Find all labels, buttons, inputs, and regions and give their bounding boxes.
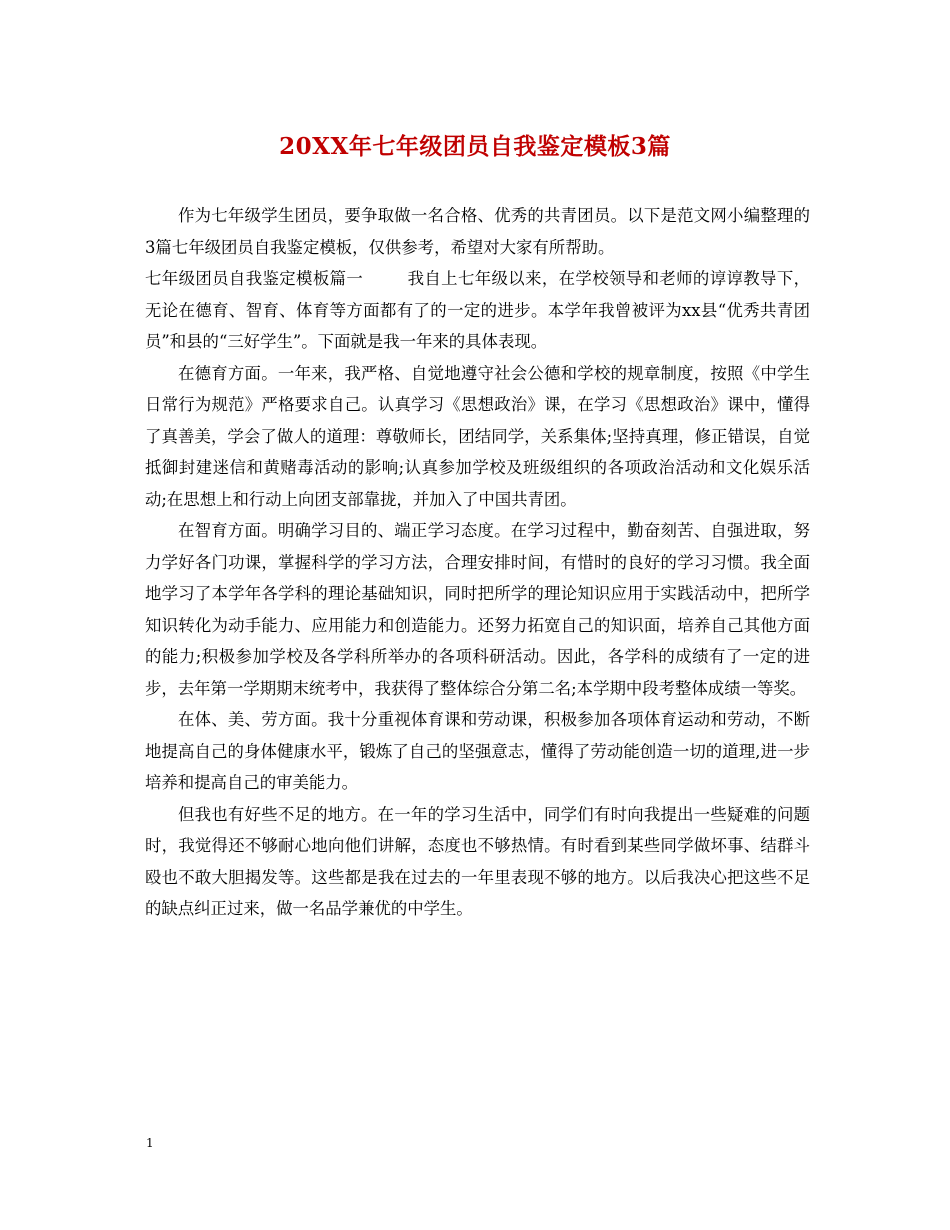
intro-paragraph: 作为七年级学生团员，要争取做一名合格、优秀的共青团员。以下是范文网小编整理的3篇七年级团员自我鉴定模板，仅供参考，希望对大家有所帮助。	[145, 206, 810, 257]
paragraph-intellect: 在智育方面。明确学习目的、端正学习态度。在学习过程中，勤奋刻苦、自强进取，努力学好各门功课，掌握科学的学习方法，合理安排时间，有惜时的良好的学习习惯。我全面地学习了本学年各学科的理论基础知识，同时把所学的理论知识应用于实践活动中，把所学知识转化为动手能力、应用能力和创造能力。还努力拓宽自己的知识面，培养自己其他方面的能力;积极参加学校及各学科所举办的各项科研活动。因此，各学科的成绩有了一定的进步，去年第一学期期末统考中，我获得了整体综合分第二名;本学期中段考整体成绩一等奖。	[145, 521, 810, 698]
section-heading: 七年级团员自我鉴定模板篇一	[145, 269, 364, 288]
paragraph-physical: 在体、美、劳方面。我十分重视体育课和劳动课，积极参加各项体育运动和劳动，不断地提高自己的身体健康水平，锻炼了自己的坚强意志，懂得了劳动能创造一切的道理,进一步培养和提高自己的审美能力。	[145, 710, 810, 792]
paragraph-shortcomings: 但我也有好些不足的地方。在一年的学习生活中，同学们有时向我提出一些疑难的问题时，我觉得还不够耐心地向他们讲解，态度也不够热情。有时看到某些同学做坏事、结群斗殴也不敢大胆揭发等。这些都是我在过去的一年里表现不够的地方。以后我决心把这些不足的缺点纠正过来，做一名品学兼优的中学生。	[145, 804, 810, 918]
section-lead: 我自上七年级以来，在学校领导和老师的谆谆教导下，无论在德育、智育、体育等方面都有了的一定的进步。本学年我曾被评为xx县“优秀共青团员”和县的“三好学生”。下面就是我一年来的具体表现。	[145, 269, 811, 351]
document-body	[145, 200, 810, 925]
section-paragraph	[145, 263, 810, 358]
page-number: 1	[146, 1136, 154, 1150]
paragraph-moral: 在德育方面。一年来，我严格、自觉地遵守社会公德和学校的规章制度，按照《中学生日常行为规范》严格要求自己。认真学习《思想政治》课，在学习《思想政治》课中，懂得了真善美，学会了做人的道理：尊敬师长，团结同学，关系集体;坚持真理，修正错误，自觉抵御封建迷信和黄赌毒活动的影响;认真参加学校及班级组织的各项政治活动和文化娱乐活动;在思想上和行动上向团支部靠拢，并加入了中国共青团。	[145, 363, 810, 509]
document-title: 20XX年七年级团员自我鉴定模板3篇	[279, 133, 671, 160]
